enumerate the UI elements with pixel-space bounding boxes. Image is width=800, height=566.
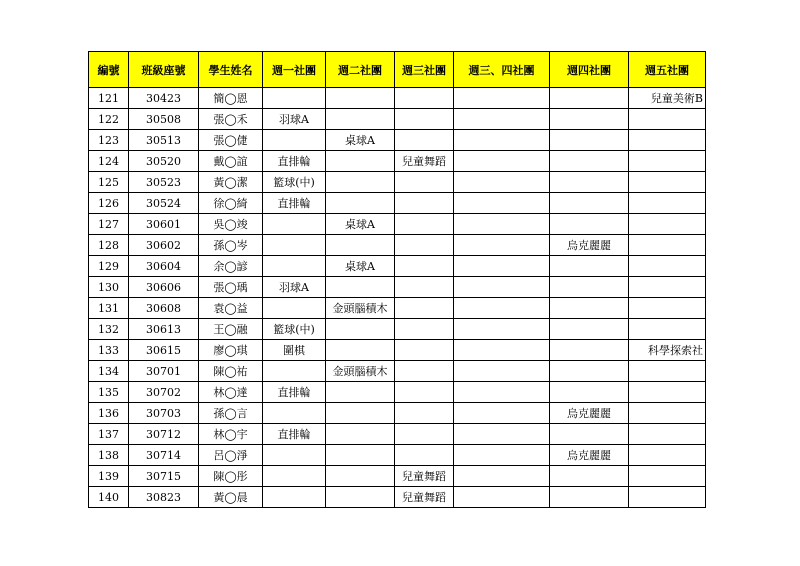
- cell-wed-club: [395, 403, 454, 424]
- cell-tue-club: [326, 424, 395, 445]
- cell-tue-club: [326, 172, 395, 193]
- cell-student-name: 陳◯彤: [199, 466, 263, 487]
- cell-mon-club: [263, 214, 326, 235]
- cell-student-name: 黃◯晨: [199, 487, 263, 508]
- cell-tue-club: 桌球A: [326, 214, 395, 235]
- header-row: [89, 52, 706, 88]
- cell-thu-club: [550, 151, 629, 172]
- cell-tue-club: [326, 88, 395, 109]
- table-row: [89, 382, 706, 403]
- cell-mon-club: [263, 466, 326, 487]
- header-wed-thu-club: 週三、四社團: [454, 52, 550, 88]
- table-row: [89, 319, 706, 340]
- cell-tue-club: [326, 109, 395, 130]
- cell-id: 121: [89, 88, 129, 109]
- cell-id: 125: [89, 172, 129, 193]
- cell-mon-club: 羽球A: [263, 277, 326, 298]
- cell-wed-thu-club: [454, 424, 550, 445]
- cell-thu-club: [550, 298, 629, 319]
- cell-wed-club: [395, 277, 454, 298]
- cell-student-name: 吳◯竣: [199, 214, 263, 235]
- table-row: [89, 361, 706, 382]
- cell-id: 133: [89, 340, 129, 361]
- cell-fri-club: [629, 256, 706, 277]
- cell-student-name: 廖◯琪: [199, 340, 263, 361]
- cell-tue-club: [326, 151, 395, 172]
- cell-thu-club: [550, 361, 629, 382]
- cell-id: 138: [89, 445, 129, 466]
- table-row: [89, 172, 706, 193]
- cell-id: 131: [89, 298, 129, 319]
- header-student-name: 學生姓名: [199, 52, 263, 88]
- cell-id: 140: [89, 487, 129, 508]
- cell-class-seat: 30601: [129, 214, 199, 235]
- cell-mon-club: 籃球(中): [263, 172, 326, 193]
- cell-mon-club: 直排輪: [263, 151, 326, 172]
- cell-mon-club: [263, 445, 326, 466]
- cell-class-seat: 30613: [129, 319, 199, 340]
- cell-fri-club: [629, 487, 706, 508]
- cell-class-seat: 30524: [129, 193, 199, 214]
- cell-fri-club: [629, 235, 706, 256]
- cell-class-seat: 30615: [129, 340, 199, 361]
- cell-wed-club: [395, 235, 454, 256]
- cell-wed-club: [395, 361, 454, 382]
- cell-fri-club: [629, 445, 706, 466]
- cell-id: 136: [89, 403, 129, 424]
- cell-id: 126: [89, 193, 129, 214]
- cell-student-name: 余◯諺: [199, 256, 263, 277]
- cell-wed-club: [395, 319, 454, 340]
- table-row: [89, 424, 706, 445]
- cell-id: 124: [89, 151, 129, 172]
- cell-wed-thu-club: [454, 340, 550, 361]
- cell-id: 122: [89, 109, 129, 130]
- table-row: [89, 88, 706, 109]
- cell-wed-club: 兒童舞蹈: [395, 466, 454, 487]
- cell-class-seat: 30513: [129, 130, 199, 151]
- cell-student-name: 孫◯岑: [199, 235, 263, 256]
- cell-tue-club: [326, 235, 395, 256]
- cell-thu-club: 烏克麗麗: [550, 445, 629, 466]
- cell-thu-club: [550, 340, 629, 361]
- table-row: [89, 109, 706, 130]
- cell-student-name: 徐◯綺: [199, 193, 263, 214]
- table-row: [89, 466, 706, 487]
- cell-fri-club: [629, 319, 706, 340]
- cell-fri-club: [629, 277, 706, 298]
- cell-fri-club: [629, 424, 706, 445]
- cell-id: 134: [89, 361, 129, 382]
- cell-fri-club: [629, 130, 706, 151]
- table-body: [89, 88, 706, 508]
- cell-class-seat: 30606: [129, 277, 199, 298]
- cell-class-seat: 30523: [129, 172, 199, 193]
- cell-wed-thu-club: [454, 172, 550, 193]
- cell-tue-club: [326, 487, 395, 508]
- cell-mon-club: [263, 88, 326, 109]
- cell-class-seat: 30702: [129, 382, 199, 403]
- cell-wed-club: [395, 88, 454, 109]
- cell-tue-club: 桌球A: [326, 256, 395, 277]
- cell-fri-club: 科學探索社: [629, 340, 706, 361]
- cell-fri-club: [629, 466, 706, 487]
- cell-wed-club: [395, 424, 454, 445]
- cell-wed-club: [395, 109, 454, 130]
- cell-wed-thu-club: [454, 130, 550, 151]
- header-thu-club: 週四社團: [550, 52, 629, 88]
- header-tue-club: 週二社團: [326, 52, 395, 88]
- cell-thu-club: [550, 466, 629, 487]
- cell-mon-club: [263, 487, 326, 508]
- cell-tue-club: [326, 382, 395, 403]
- cell-class-seat: 30608: [129, 298, 199, 319]
- cell-student-name: 簡◯恩: [199, 88, 263, 109]
- cell-wed-club: [395, 382, 454, 403]
- cell-student-name: 陳◯祐: [199, 361, 263, 382]
- table-row: [89, 256, 706, 277]
- cell-wed-thu-club: [454, 466, 550, 487]
- cell-wed-thu-club: [454, 403, 550, 424]
- cell-mon-club: [263, 130, 326, 151]
- cell-wed-club: [395, 193, 454, 214]
- cell-mon-club: 籃球(中): [263, 319, 326, 340]
- table-header: [89, 52, 706, 88]
- cell-tue-club: 金頭腦積木: [326, 361, 395, 382]
- cell-class-seat: 30602: [129, 235, 199, 256]
- cell-class-seat: 30715: [129, 466, 199, 487]
- table-row: [89, 151, 706, 172]
- cell-id: 127: [89, 214, 129, 235]
- cell-mon-club: [263, 361, 326, 382]
- cell-wed-thu-club: [454, 88, 550, 109]
- cell-wed-club: 兒童舞蹈: [395, 487, 454, 508]
- header-mon-club: 週一社團: [263, 52, 326, 88]
- cell-thu-club: [550, 319, 629, 340]
- cell-tue-club: [326, 193, 395, 214]
- cell-id: 128: [89, 235, 129, 256]
- cell-id: 129: [89, 256, 129, 277]
- cell-id: 137: [89, 424, 129, 445]
- cell-wed-thu-club: [454, 361, 550, 382]
- cell-wed-thu-club: [454, 445, 550, 466]
- header-class-seat: 班級座號: [129, 52, 199, 88]
- cell-thu-club: [550, 172, 629, 193]
- cell-wed-thu-club: [454, 214, 550, 235]
- cell-wed-club: [395, 340, 454, 361]
- cell-thu-club: [550, 487, 629, 508]
- cell-tue-club: [326, 319, 395, 340]
- cell-class-seat: 30423: [129, 88, 199, 109]
- cell-class-seat: 30604: [129, 256, 199, 277]
- cell-fri-club: [629, 298, 706, 319]
- cell-thu-club: [550, 214, 629, 235]
- cell-fri-club: 兒童美術B: [629, 88, 706, 109]
- cell-fri-club: [629, 361, 706, 382]
- cell-fri-club: [629, 151, 706, 172]
- club-roster-table: [88, 51, 706, 508]
- cell-class-seat: 30703: [129, 403, 199, 424]
- table-row: [89, 277, 706, 298]
- table-row: [89, 235, 706, 256]
- cell-wed-thu-club: [454, 151, 550, 172]
- cell-class-seat: 30823: [129, 487, 199, 508]
- cell-wed-club: [395, 130, 454, 151]
- cell-mon-club: 圍棋: [263, 340, 326, 361]
- cell-id: 135: [89, 382, 129, 403]
- header-id: 編號: [89, 52, 129, 88]
- cell-wed-thu-club: [454, 109, 550, 130]
- cell-mon-club: 直排輪: [263, 382, 326, 403]
- header-fri-club: 週五社團: [629, 52, 706, 88]
- cell-student-name: 王◯融: [199, 319, 263, 340]
- cell-id: 130: [89, 277, 129, 298]
- cell-tue-club: 金頭腦積木: [326, 298, 395, 319]
- cell-student-name: 張◯倢: [199, 130, 263, 151]
- cell-wed-thu-club: [454, 382, 550, 403]
- cell-thu-club: [550, 277, 629, 298]
- cell-thu-club: 烏克麗麗: [550, 403, 629, 424]
- cell-wed-thu-club: [454, 298, 550, 319]
- cell-student-name: 林◯宇: [199, 424, 263, 445]
- cell-tue-club: [326, 340, 395, 361]
- cell-id: 123: [89, 130, 129, 151]
- cell-student-name: 林◯達: [199, 382, 263, 403]
- cell-mon-club: [263, 403, 326, 424]
- cell-class-seat: 30714: [129, 445, 199, 466]
- cell-wed-thu-club: [454, 193, 550, 214]
- cell-tue-club: [326, 277, 395, 298]
- cell-id: 132: [89, 319, 129, 340]
- cell-student-name: 張◯瑀: [199, 277, 263, 298]
- cell-wed-thu-club: [454, 487, 550, 508]
- cell-wed-thu-club: [454, 235, 550, 256]
- cell-wed-club: [395, 256, 454, 277]
- table-row: [89, 403, 706, 424]
- cell-fri-club: [629, 403, 706, 424]
- cell-thu-club: [550, 88, 629, 109]
- cell-student-name: 孫◯言: [199, 403, 263, 424]
- table-row: [89, 445, 706, 466]
- cell-wed-club: [395, 172, 454, 193]
- cell-student-name: 張◯禾: [199, 109, 263, 130]
- cell-fri-club: [629, 214, 706, 235]
- cell-mon-club: [263, 256, 326, 277]
- cell-thu-club: [550, 424, 629, 445]
- cell-thu-club: [550, 193, 629, 214]
- table-row: [89, 340, 706, 361]
- cell-thu-club: [550, 109, 629, 130]
- cell-mon-club: [263, 298, 326, 319]
- cell-wed-club: [395, 214, 454, 235]
- cell-tue-club: [326, 466, 395, 487]
- cell-tue-club: [326, 445, 395, 466]
- cell-tue-club: 桌球A: [326, 130, 395, 151]
- cell-fri-club: [629, 109, 706, 130]
- cell-wed-club: [395, 445, 454, 466]
- cell-wed-thu-club: [454, 277, 550, 298]
- cell-thu-club: [550, 130, 629, 151]
- cell-student-name: 戴◯誼: [199, 151, 263, 172]
- cell-class-seat: 30520: [129, 151, 199, 172]
- cell-wed-club: [395, 298, 454, 319]
- cell-mon-club: 羽球A: [263, 109, 326, 130]
- cell-student-name: 黃◯潔: [199, 172, 263, 193]
- cell-thu-club: [550, 382, 629, 403]
- header-wed-club: 週三社團: [395, 52, 454, 88]
- cell-fri-club: [629, 193, 706, 214]
- cell-id: 139: [89, 466, 129, 487]
- cell-wed-thu-club: [454, 319, 550, 340]
- cell-mon-club: 直排輪: [263, 424, 326, 445]
- table-row: [89, 298, 706, 319]
- cell-class-seat: 30712: [129, 424, 199, 445]
- cell-mon-club: 直排輪: [263, 193, 326, 214]
- cell-thu-club: [550, 256, 629, 277]
- cell-thu-club: 烏克麗麗: [550, 235, 629, 256]
- cell-wed-thu-club: [454, 256, 550, 277]
- cell-tue-club: [326, 403, 395, 424]
- cell-class-seat: 30701: [129, 361, 199, 382]
- cell-class-seat: 30508: [129, 109, 199, 130]
- table-row: [89, 214, 706, 235]
- table-row: [89, 193, 706, 214]
- cell-fri-club: [629, 172, 706, 193]
- cell-fri-club: [629, 382, 706, 403]
- cell-wed-club: 兒童舞蹈: [395, 151, 454, 172]
- table-row: [89, 487, 706, 508]
- table-row: [89, 130, 706, 151]
- cell-mon-club: [263, 235, 326, 256]
- cell-student-name: 呂◯淨: [199, 445, 263, 466]
- cell-student-name: 袁◯益: [199, 298, 263, 319]
